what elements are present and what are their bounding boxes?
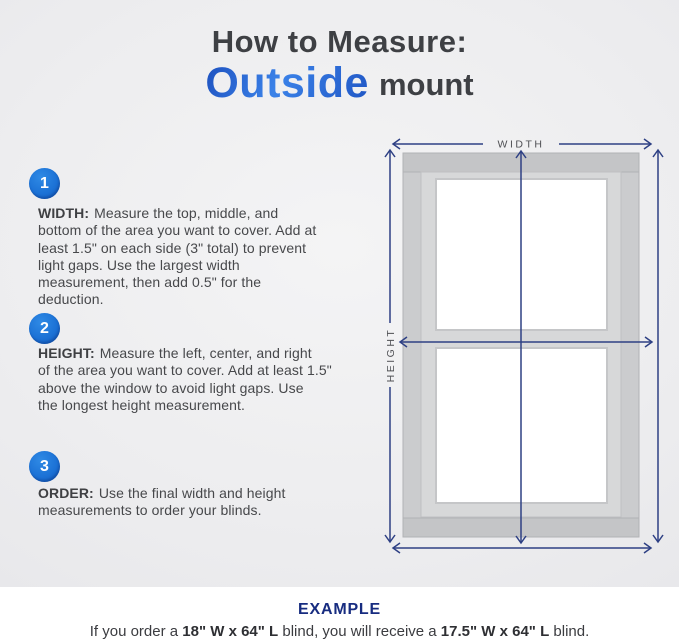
step-3-line: ORDER: Use the final width and height bbox=[38, 485, 286, 501]
step-1-line: deduction. bbox=[38, 291, 104, 308]
step-2-text bbox=[38, 345, 332, 414]
example-heading: EXAMPLE bbox=[298, 601, 381, 618]
step-1-number: 1 bbox=[40, 174, 49, 192]
example-order-size: 18" W x 64" L bbox=[182, 623, 279, 640]
step-1-line: least 1.5" on each side (3" total) to prevent bbox=[38, 239, 307, 256]
title-prefix: How to Measure: bbox=[211, 24, 468, 59]
example-segment: If you order a bbox=[89, 623, 183, 640]
step-2-number: 2 bbox=[40, 319, 49, 337]
example-receive-size: 17.5" W x 64" L bbox=[440, 623, 550, 640]
step-2-line: above the window to avoid light gaps. Use bbox=[38, 379, 304, 396]
step-2-badge bbox=[29, 313, 60, 344]
step-2-line: of the area you want to cover. Add at least 1.5" bbox=[38, 362, 332, 379]
step-3-number: 3 bbox=[40, 457, 49, 475]
step-1-line: WIDTH: Measure the top, middle, and bbox=[38, 205, 279, 221]
step-1-line: light gaps. Use the largest width bbox=[38, 256, 240, 273]
example-footer bbox=[0, 601, 679, 640]
page-title bbox=[0, 26, 679, 105]
example-sentence bbox=[0, 623, 679, 640]
step-2-line: the longest height measurement. bbox=[38, 396, 246, 413]
step-3-badge bbox=[29, 451, 60, 482]
step-3-line: measurements to order your blinds. bbox=[38, 502, 262, 519]
window-measure-diagram bbox=[373, 130, 673, 562]
step-3-label: ORDER: bbox=[38, 485, 94, 501]
step-2-label: HEIGHT: bbox=[38, 345, 95, 361]
step-3-text bbox=[38, 485, 286, 520]
example-segment: blind. bbox=[549, 623, 590, 640]
step-1-line: bottom of the area you want to cover. Add at bbox=[38, 222, 317, 239]
title-suffix: mount bbox=[378, 67, 474, 102]
example-segment: blind, you will receive a bbox=[278, 623, 441, 640]
step-1-label: WIDTH: bbox=[38, 205, 90, 221]
step-2-line: HEIGHT: Measure the left, center, and right bbox=[38, 345, 312, 361]
height-label: HEIGHT bbox=[385, 327, 397, 383]
title-line2 bbox=[0, 59, 679, 107]
step-1-badge bbox=[29, 168, 60, 199]
title-highlight: Outside bbox=[205, 59, 369, 107]
step-1-line: measurement, then add 0.5" for the bbox=[38, 274, 262, 291]
step-1-text bbox=[38, 205, 316, 309]
width-label: WIDTH bbox=[497, 138, 545, 151]
